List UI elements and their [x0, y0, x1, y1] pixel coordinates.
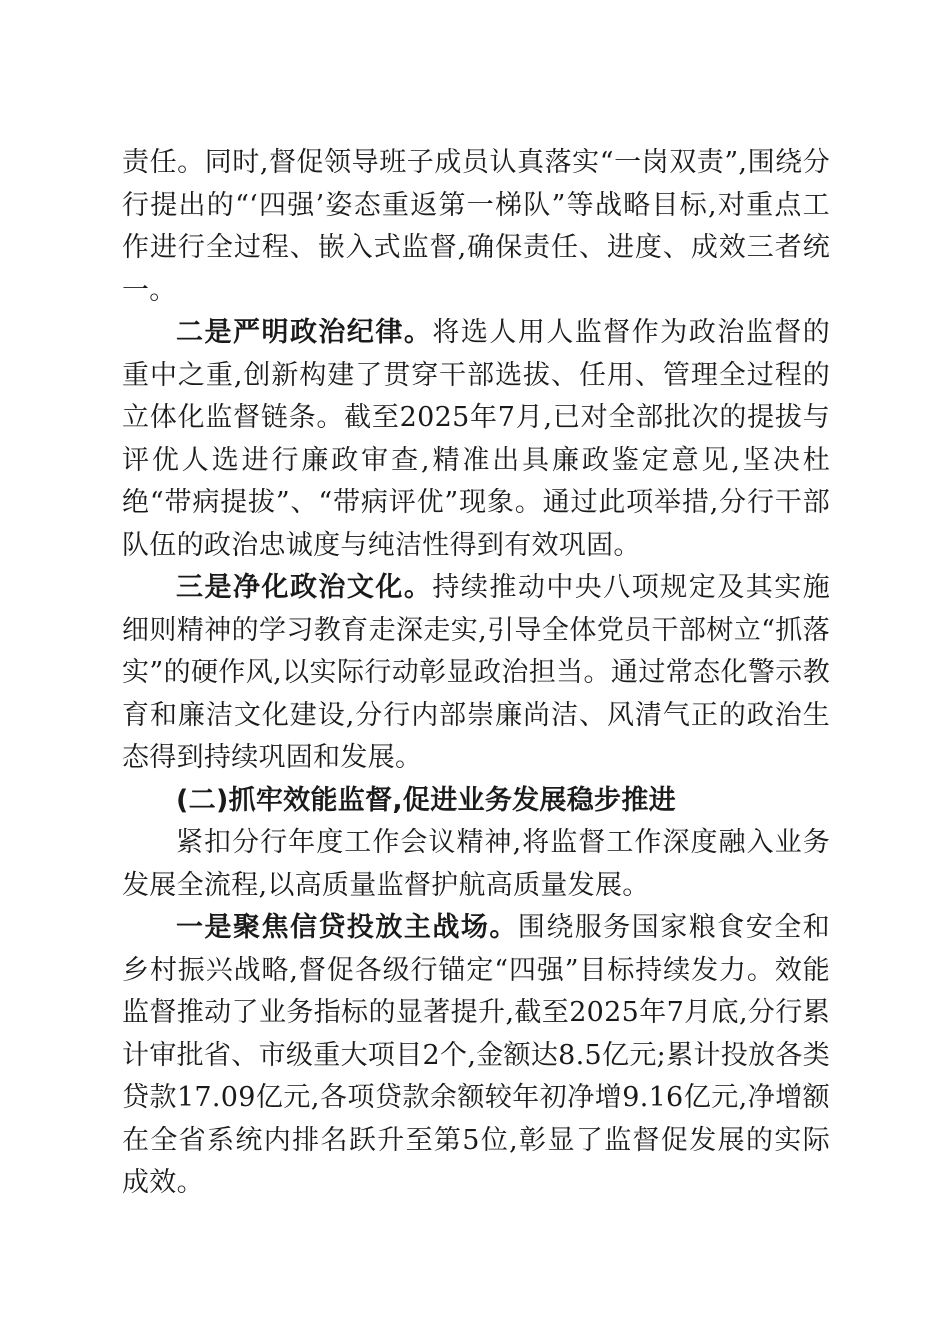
paragraph-lead: 一是聚焦信贷投放主战场。 — [176, 912, 518, 943]
paragraph-text: 责任。同时,督促领导班子成员认真落实“一岗双责”,围绕分行提出的“‘四强’姿态重返第一梯队”等战略目标,对重点工作进行全过程、嵌入式监督,确保责任、进度、成效三者统一。 — [122, 147, 830, 306]
paragraph-text: 持续推动中央八项规定及其实施细则精神的学习教育走深走实,引导全体党员干部树立“抓落实”的硬作风,以实际行动彰显政治担当。通过常态化警示教育和廉洁文化建设,分行内部崇廉尚洁、风清气正的政治生态得到持续巩固和发展。 — [122, 572, 830, 773]
paragraph-continuation — [122, 142, 830, 312]
paragraph-credit-focus — [122, 907, 830, 1205]
paragraph-text: 紧扣分行年度工作会议精神,将监督工作深度融入业务发展全流程,以高质量监督护航高质量发展。 — [122, 827, 830, 901]
paragraph-text: 围绕服务国家粮食安全和乡村振兴战略,督促各级行锚定“四强”目标持续发力。效能监督推动了业务指标的显著提升,截至2025年7月底,分行累计审批省、市级重大项目2个,金额达8.5亿元;累计投放各类贷款17.09亿元,各项贷款余额较年初净增9.16亿元,净增额在全省系统内排名跃升至第5位,彰显了监督促发展的实际成效。 — [122, 912, 830, 1198]
section-heading: (二)抓牢效能监督,促进业务发展稳步推进 — [176, 784, 676, 816]
paragraph-political-culture — [122, 567, 830, 780]
paragraph-political-discipline — [122, 312, 830, 567]
paragraph-lead: 二是严明政治纪律。 — [176, 317, 433, 348]
paragraph-section-intro — [122, 822, 830, 907]
paragraph-text: 将选人用人监督作为政治监督的重中之重,创新构建了贯穿干部选拔、任用、管理全过程的立体化监督链条。截至2025年7月,已对全部批次的提拔与评优人选进行廉政审查,精准出具廉政鉴定意见,坚决杜绝“带病提拔”、“带病评优”现象。通过此项举措,分行干部队伍的政治忠诚度与纯洁性得到有效巩固。 — [122, 317, 830, 561]
paragraph-lead: 三是净化政治文化。 — [176, 572, 433, 603]
document-body — [122, 142, 830, 1205]
